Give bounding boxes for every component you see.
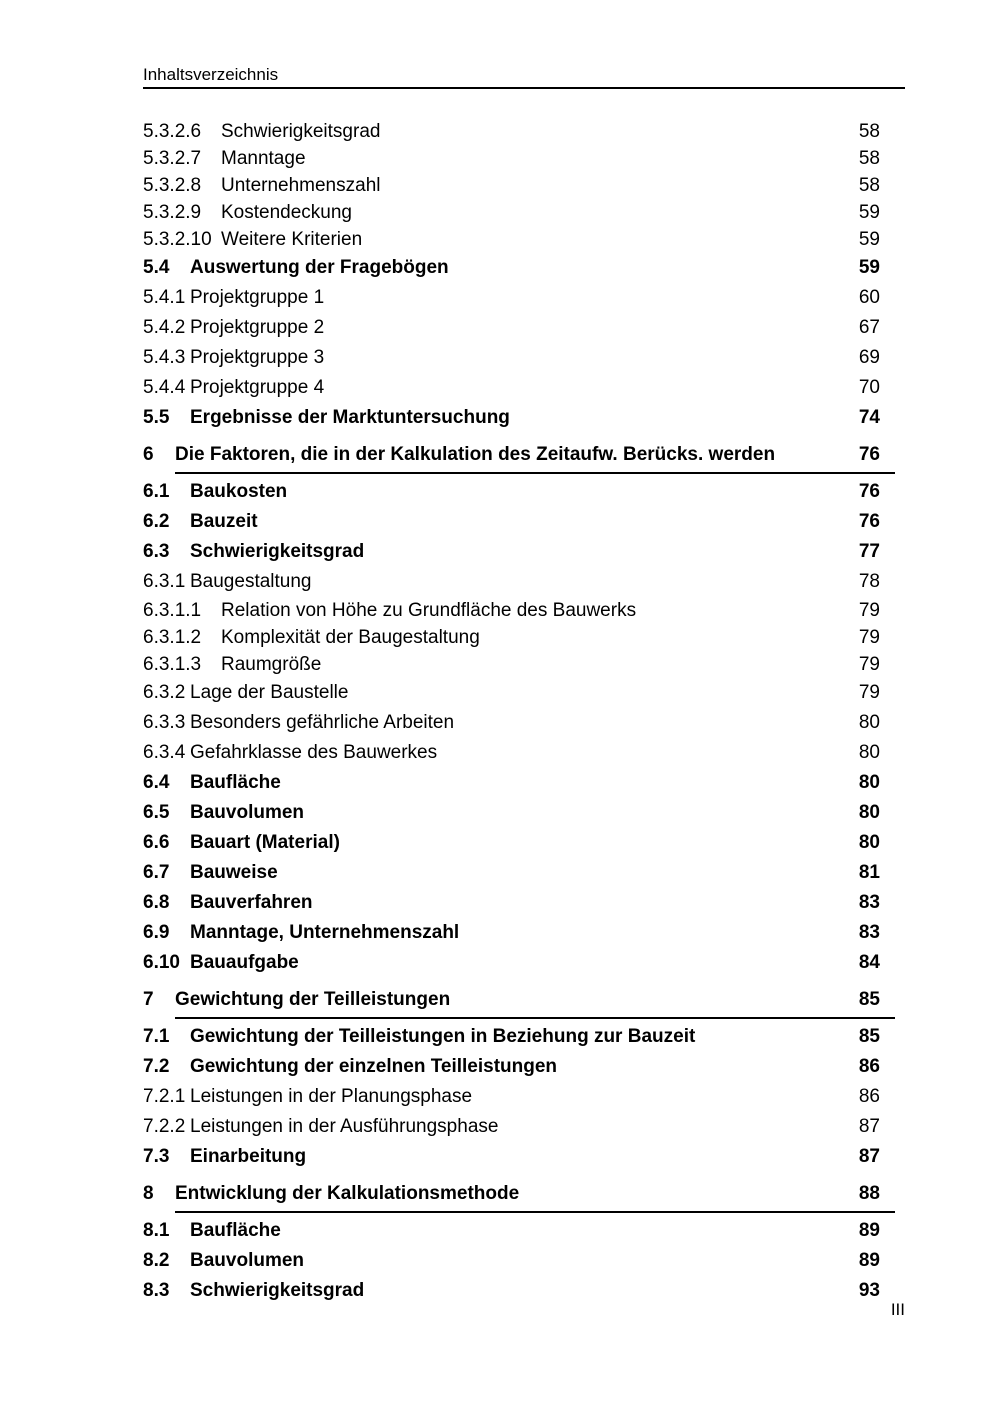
toc-entry [143,1142,880,1172]
toc-entry-title: Auswertung der Fragebögen [190,257,449,278]
toc-entry [143,507,880,537]
toc-entry-title: Projektgruppe 2 [190,317,325,338]
toc-entry-page: 80 [858,712,880,733]
toc-entry-body [221,651,880,678]
toc-entry [143,888,880,918]
toc-entry-body [190,1216,880,1246]
toc-entry-page: 89 [858,1250,880,1271]
toc-entry-page: 78 [858,571,880,592]
toc-entry [143,477,880,507]
toc-entry-body [190,253,880,283]
toc-entry-number: 6.3.4 [143,742,186,763]
toc-entry-page: 93 [858,1280,880,1301]
toc-entry-page: 85 [858,989,880,1010]
toc-entry-page: 79 [858,654,880,675]
toc-entry-number: 5.3.2.9 [143,202,202,223]
toc-entry-title: Bauweise [190,862,278,883]
toc-entry-body [190,1112,880,1142]
toc-entry-page: 76 [858,481,880,502]
toc-entry-page: 84 [858,952,880,973]
toc-entry-page: 80 [858,802,880,823]
toc-entry-page: 87 [858,1116,880,1137]
toc-entry-page: 83 [858,922,880,943]
toc-entry-page: 80 [858,832,880,853]
toc-entry [143,1112,880,1142]
toc-entry-title: Gewichtung der Teilleistungen in Beziehung zur Bauzeit [190,1026,696,1047]
toc-entry-title: Projektgruppe 3 [190,347,325,368]
toc-entry [143,768,880,798]
toc-entry-title: Bauart (Material) [190,832,340,853]
toc-entry [143,948,880,978]
toc-entry-title: Schwierigkeitsgrad [190,1280,365,1301]
page-footer [143,1300,905,1320]
toc-entry [143,1022,880,1052]
toc-entry-body [190,858,880,888]
toc-entry-body [190,537,880,567]
toc-entry [143,858,880,888]
toc-entry-number: 5.5 [143,407,170,428]
toc-entry-body [190,918,880,948]
toc-entry-body [190,798,880,828]
toc-entry-title: Unternehmenszahl [221,175,381,196]
toc-entry [143,373,880,403]
toc-entry-body [190,678,880,708]
toc-entry-title: Bauzeit [190,511,258,532]
toc-entry-number: 7.2.2 [143,1116,186,1137]
toc-entry-number: 5.3.2.7 [143,148,202,169]
toc-entry [143,597,880,624]
toc-entry-number: 6.9 [143,922,170,943]
toc-entry-page: 88 [858,1183,880,1204]
toc-entry [143,343,880,373]
toc-entry [143,253,880,283]
toc-entry-number: 5.3.2.6 [143,121,202,142]
toc-entry-number: 7 [143,989,154,1010]
toc-entry [143,1179,880,1213]
toc-entry-title: Gefahrklasse des Bauwerkes [190,742,438,763]
toc-entry [143,918,880,948]
toc-entry [143,567,880,597]
toc-entry-number: 7.2.1 [143,1086,186,1107]
toc-entry-number: 5.3.2.8 [143,175,202,196]
toc-entry-page: 74 [858,407,880,428]
toc-entry-page: 59 [858,202,880,223]
toc-entry-page: 58 [858,175,880,196]
toc-entry-title: Einarbeitung [190,1146,307,1167]
toc-entry-title: Lage der Baustelle [190,682,349,703]
toc-entry-number: 5.3.2.10 [143,229,212,250]
toc-entry-number: 8.2 [143,1250,170,1271]
toc-entry-body [221,199,880,226]
toc-entry [143,985,880,1019]
toc-entry-number: 7.1 [143,1026,170,1047]
toc-entry-title: Bauaufgabe [190,952,299,973]
toc-entry-title: Gewichtung der Teilleistungen [175,989,451,1010]
toc-entry-title: Besonders gefährliche Arbeiten [190,712,455,733]
toc-entry-page: 60 [858,287,880,308]
toc-entry-number: 5.4 [143,257,170,278]
toc-entry-body [190,567,880,597]
toc-entry-title: Bauvolumen [190,1250,305,1271]
toc-entry-body [221,118,880,145]
toc-entry-title: Projektgruppe 1 [190,287,325,308]
page-header [143,64,905,89]
toc-entry-title: Manntage [221,148,306,169]
toc-entry-body [190,1246,880,1276]
toc-entry-body [190,888,880,918]
toc-entry-number: 6.4 [143,772,170,793]
toc-entry-number: 6.1 [143,481,170,502]
toc-entry-title: Baugestaltung [190,571,312,592]
toc-entry [143,1216,880,1246]
toc-entry-number: 6.3.1.1 [143,600,202,621]
toc-entry [143,226,880,253]
toc-entry-title: Entwicklung der Kalkulationsmethode [175,1183,520,1204]
toc-entry-page: 81 [858,862,880,883]
toc-entry-body [221,226,880,253]
toc-entry [143,1052,880,1082]
toc-entry-page: 69 [858,347,880,368]
toc-entry-page: 79 [858,627,880,648]
toc-entry-body [190,477,880,507]
toc-entry-number: 7.2 [143,1056,170,1077]
toc-entry [143,145,880,172]
toc-entry-title: Bauverfahren [190,892,313,913]
toc-entry-body [190,768,880,798]
toc-entry-page: 89 [858,1220,880,1241]
toc-entry-page: 87 [858,1146,880,1167]
toc-entry-page: 76 [858,511,880,532]
toc-entry-number: 8 [143,1183,154,1204]
toc-entry-body [175,440,895,474]
toc-entry-number: 6.3.1.3 [143,654,202,675]
toc-entry-page: 79 [858,600,880,621]
toc-entry-page: 80 [858,742,880,763]
toc-entry-title: Schwierigkeitsgrad [190,541,365,562]
toc-entry-title: Baukosten [190,481,288,502]
toc-entry [143,313,880,343]
toc-entry-number: 6.3.1 [143,571,186,592]
toc-entry-page: 76 [858,444,880,465]
toc-entry [143,624,880,651]
toc-entry-title: Manntage, Unternehmenszahl [190,922,460,943]
toc-entry [143,537,880,567]
toc-entry [143,738,880,768]
toc-entry-title: Baufläche [190,772,281,793]
toc-entry-body [175,985,895,1019]
toc-entry-body [190,373,880,403]
toc-entry-number: 6.8 [143,892,170,913]
table-of-contents [143,118,880,1306]
toc-entry [143,1246,880,1276]
footer-page-number: III [890,1300,905,1319]
toc-entry-title: Die Faktoren, die in der Kalkulation des Zeitaufw. Berücks. werden [175,444,776,465]
toc-entry-number: 5.4.1 [143,287,186,308]
toc-entry-page: 59 [858,257,880,278]
toc-entry-body [190,1082,880,1112]
toc-entry [143,678,880,708]
toc-entry [143,403,880,433]
toc-entry-body [190,828,880,858]
toc-entry-body [190,738,880,768]
toc-entry-title: Baufläche [190,1220,281,1241]
toc-entry-page: 58 [858,148,880,169]
toc-entry-page: 77 [858,541,880,562]
toc-entry-body [221,597,880,624]
toc-entry-body [175,1179,895,1213]
toc-entry-number: 5.4.2 [143,317,186,338]
toc-entry-title: Weitere Kriterien [221,229,363,250]
header-title: Inhaltsverzeichnis [143,65,279,84]
toc-entry-page: 85 [858,1026,880,1047]
toc-entry-number: 6.2 [143,511,170,532]
toc-entry [143,708,880,738]
toc-entry-page: 83 [858,892,880,913]
toc-entry-page: 70 [858,377,880,398]
toc-entry-page: 79 [858,682,880,703]
toc-entry-page: 86 [858,1086,880,1107]
toc-entry-page: 58 [858,121,880,142]
toc-entry-number: 6.3.2 [143,682,186,703]
toc-entry [143,1082,880,1112]
toc-entry-number: 6.10 [143,952,180,973]
toc-entry [143,283,880,313]
toc-entry-page: 59 [858,229,880,250]
toc-entry-title: Raumgröße [221,654,322,675]
toc-entry-body [190,1022,880,1052]
toc-entry-number: 6.3.3 [143,712,186,733]
toc-entry-body [221,145,880,172]
toc-entry-body [190,708,880,738]
toc-entry-body [190,313,880,343]
toc-entry [143,828,880,858]
toc-entry-title: Projektgruppe 4 [190,377,325,398]
toc-entry-title: Ergebnisse der Marktuntersuchung [190,407,510,428]
toc-entry-number: 6.6 [143,832,170,853]
toc-entry-number: 8.1 [143,1220,170,1241]
toc-entry [143,798,880,828]
toc-entry-body [190,948,880,978]
toc-entry [143,440,880,474]
toc-entry-body [190,1142,880,1172]
toc-entry-body [190,507,880,537]
toc-entry-number: 5.4.4 [143,377,186,398]
toc-entry [143,172,880,199]
toc-entry-page: 67 [858,317,880,338]
toc-entry-title: Komplexität der Baugestaltung [221,627,480,648]
toc-entry-body [190,283,880,313]
toc-entry [143,651,880,678]
toc-entry-number: 6.3.1.2 [143,627,202,648]
toc-entry-number: 7.3 [143,1146,170,1167]
toc-entry-number: 6.3 [143,541,170,562]
toc-entry-page: 86 [858,1056,880,1077]
toc-entry-number: 6.7 [143,862,170,883]
toc-entry-number: 6 [143,444,154,465]
toc-entry-title: Leistungen in der Ausführungsphase [190,1116,499,1137]
toc-entry-body [190,403,880,433]
toc-entry [143,199,880,226]
toc-entry-body [221,624,880,651]
toc-entry [143,118,880,145]
toc-entry-title: Schwierigkeitsgrad [221,121,381,142]
toc-entry-body [190,343,880,373]
toc-entry-number: 6.5 [143,802,170,823]
toc-entry-title: Kostendeckung [221,202,352,223]
toc-entry-title: Leistungen in der Planungsphase [190,1086,473,1107]
toc-entry-body [190,1052,880,1082]
toc-entry-title: Gewichtung der einzelnen Teilleistungen [190,1056,558,1077]
toc-entry-body [221,172,880,199]
toc-entry-title: Relation von Höhe zu Grundfläche des Bauwerks [221,600,637,621]
toc-entry-title: Bauvolumen [190,802,305,823]
toc-entry-number: 8.3 [143,1280,170,1301]
toc-entry-page: 80 [858,772,880,793]
toc-entry-number: 5.4.3 [143,347,186,368]
